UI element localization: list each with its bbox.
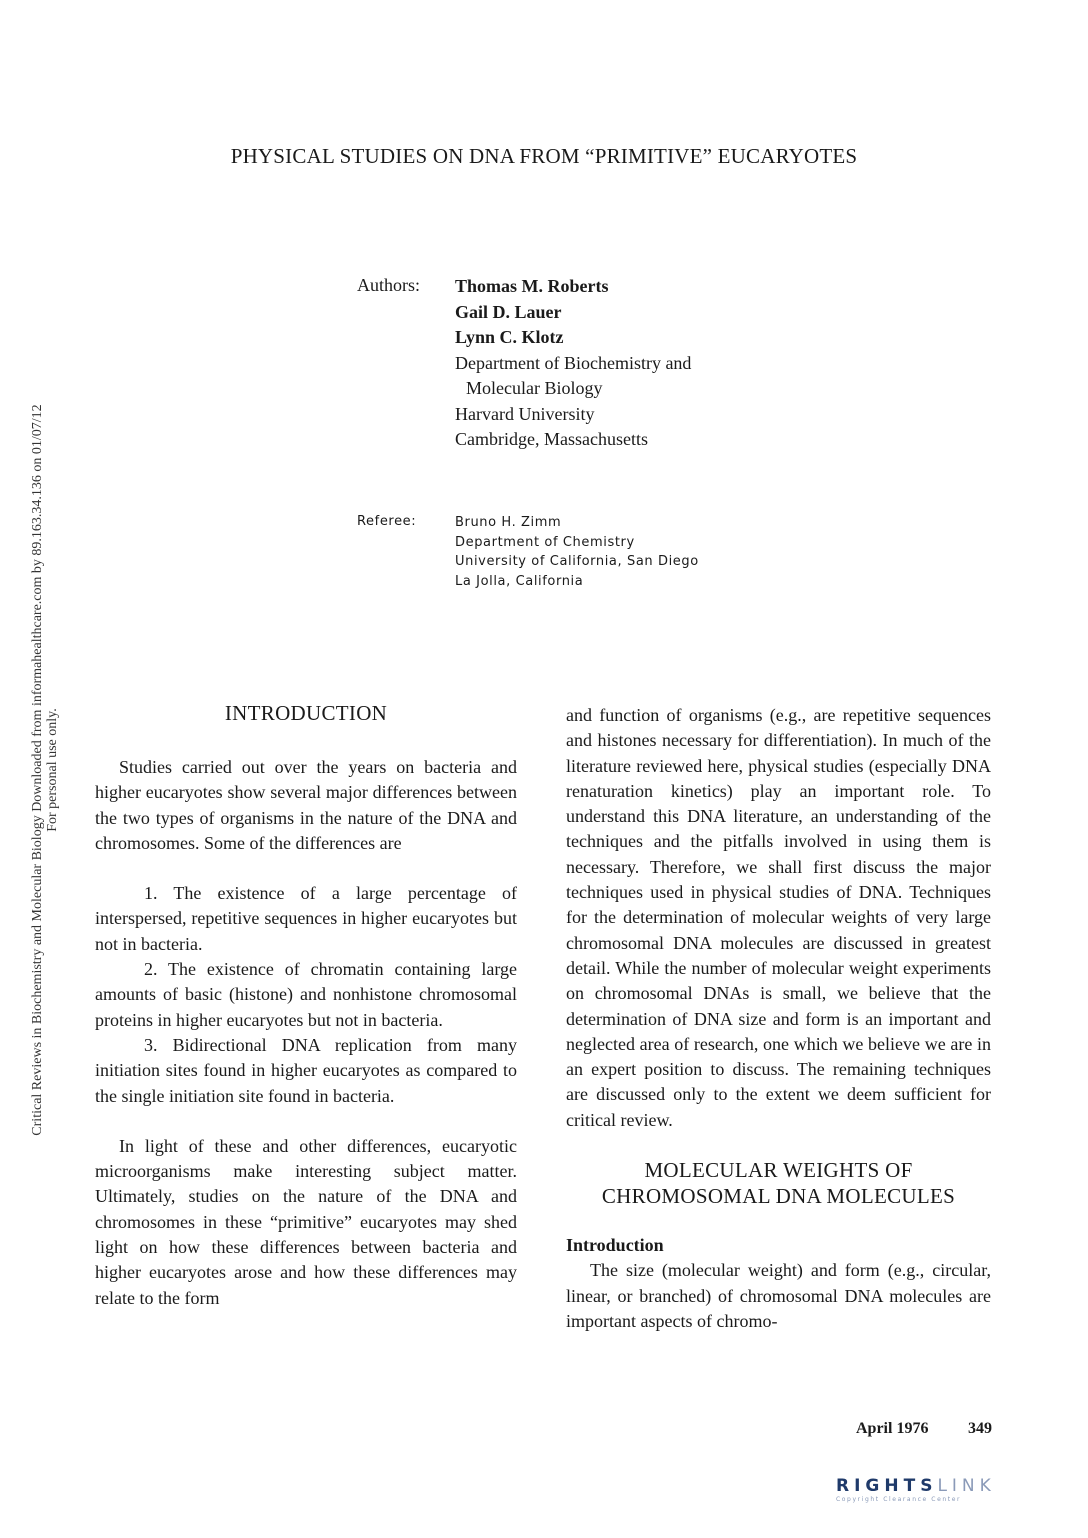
author-name: Thomas M. Roberts xyxy=(455,276,609,296)
paragraph: Studies carried out over the years on bacteria and higher eucaryotes show several major differences between the two types of organisms in the nature of the DNA and chromosomes. Some of the differences are xyxy=(95,757,517,853)
rightslink-tagline: Copyright Clearance Center xyxy=(836,1496,962,1503)
paragraph: The size (molecular weight) and form (e.g., circular, linear, or branched) of chromosomal DNA molecules are important aspects of chromo- xyxy=(566,1260,991,1331)
rightslink-brand-light: LINK xyxy=(937,1476,996,1496)
paper-title: PHYSICAL STUDIES ON DNA FROM “PRIMITIVE” EUCARYOTES xyxy=(230,144,858,168)
list-item: 1. The existence of a large percentage of interspersed, repetitive sequences in higher eucaryotes but not in bacteria. xyxy=(95,883,517,954)
author-name: Lynn C. Klotz xyxy=(455,327,564,347)
author-block xyxy=(455,274,775,453)
left-column xyxy=(95,700,517,1311)
referee-block xyxy=(455,513,755,591)
referee-line: University of California, San Diego xyxy=(455,554,699,569)
list-item: 2. The existence of chromatin containing large amounts of basic (histone) and nonhistone chromosomal proteins in higher eucaryotes but not in bacteria. xyxy=(95,959,517,1030)
authors-label: Authors: xyxy=(357,275,420,295)
affiliation-line: Department of Biochemistry and xyxy=(455,352,692,373)
referee-line: La Jolla, California xyxy=(455,573,584,589)
affiliation-line: Cambridge, Massachusetts xyxy=(455,429,648,449)
author-name: Gail D. Lauer xyxy=(455,301,562,322)
rightslink-brand-dark: RIGHTS xyxy=(836,1476,938,1496)
list-item: 3. Bidirectional DNA replication from many initiation sites found in higher eucaryotes as compared to the single initiation site found in bacteria. xyxy=(95,1034,517,1106)
subsection-heading: Introduction xyxy=(566,1235,664,1256)
download-watermark xyxy=(30,330,60,1210)
watermark-line: For personal use only. xyxy=(45,708,60,832)
page-number: 349 xyxy=(968,1420,992,1437)
rightslink-logo xyxy=(836,1476,1046,1503)
issue-date: April 1976 xyxy=(856,1420,929,1437)
watermark-line: Critical Reviews in Biochemistry and Molecular Biology Downloaded from informahealthcare.com by 89.163.34.136 on 01/07/12 xyxy=(30,404,45,1136)
referee-label: Referee: xyxy=(357,514,417,529)
referee-line: Department of Chemistry xyxy=(455,534,635,550)
section-heading: CHROMOSOMAL DNA MOLECULES xyxy=(601,1184,956,1209)
affiliation-line: Molecular Biology xyxy=(466,378,603,398)
section-heading: INTRODUCTION xyxy=(224,701,388,725)
section-heading: MOLECULAR WEIGHTS OF xyxy=(644,1158,913,1183)
paragraph: In light of these and other differences, eucaryotic microorganisms make interesting subject matter. Ultimately, studies on the nature of the DNA and chromosomes in these “primitive” eucaryotes may shed light on how these differences between bacteria and higher eucaryotes arose and how these differences may relate to the form xyxy=(95,1135,517,1308)
paragraph: and function of organisms (e.g., are repetitive sequences and histones necessary for differentiation). In much of the literature reviewed here, physical studies (especially DNA renaturation kinetics) play an important role. To understand this DNA literature, an understanding of the techniques and the pitfalls involved in using them is necessary. Therefore, we shall first discuss the major techniques used in physical studies of DNA. Techniques for the determination of molecular weights of very large chromosomal DNA molecules are discussed in greatest detail. While the number of molecular weight experiments on chromosomal DNAs is small, we believe that the determination of DNA size and form is an important and neglected area of research, one which we believe we are in an expert position to discuss. The remaining techniques are discussed only to the extent we deem sufficient for critical review. xyxy=(566,705,991,1130)
right-column xyxy=(566,703,991,1334)
referee-line: Bruno H. Zimm xyxy=(455,515,562,530)
affiliation-line: Harvard University xyxy=(455,403,595,424)
